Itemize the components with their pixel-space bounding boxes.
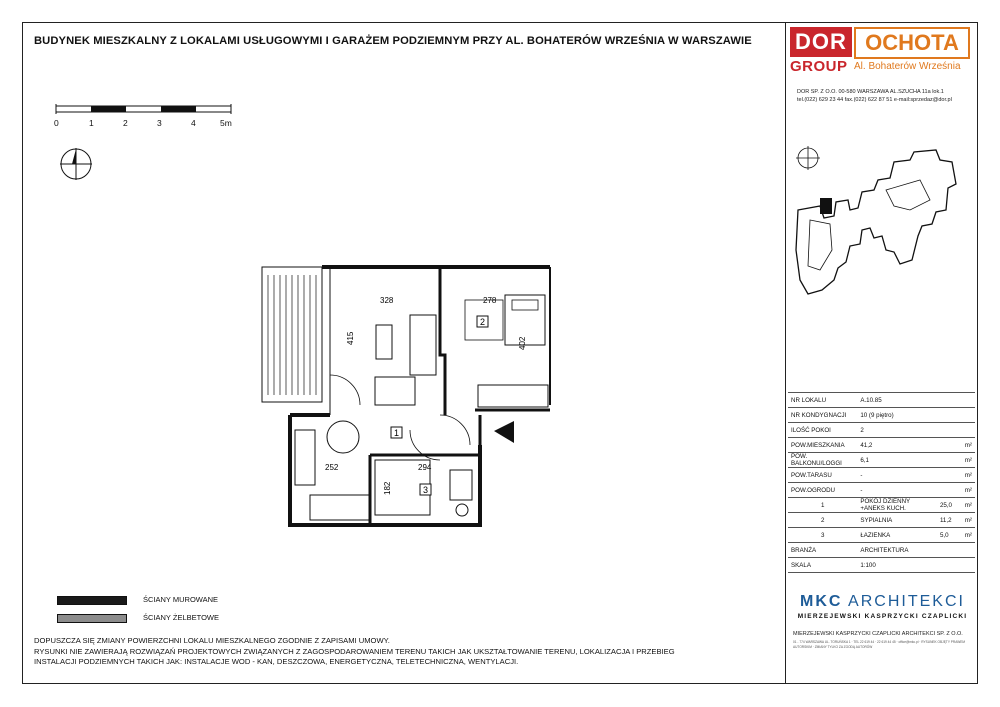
- scale-tick: 0: [54, 118, 59, 128]
- contact-line: tel.(022) 629 23 44 fax.(022) 622 87 51 e-mail:sprzedaz@dor.pl: [797, 97, 952, 103]
- architect-logo: [790, 593, 975, 620]
- contact-line: DOR SP. Z O.O. 00-580 WARSZAWA AL.SZUCHA 11a lok.1: [797, 89, 944, 95]
- north-arrow-icon: [58, 146, 94, 182]
- table-row: POW.OGRODU - m²: [788, 483, 975, 498]
- note-line: RYSUNKI NIE ZAWIERAJĄ ROZWIĄZAŃ PROJEKTOWYCH ZWIĄZANYCH Z ZAGOSPODAROWANIEM TERENU TAKICH JAK UKSZTAŁTOWANIE TERENU, LOKALIZACJA I PRZEBIEG: [34, 646, 675, 656]
- dim-294: 294: [418, 463, 432, 472]
- dim-278: 278: [483, 296, 497, 305]
- architect-logo-main: MKC ARCHITEKCI: [800, 593, 965, 610]
- note-line: DOPUSZCZA SIĘ ZMIANY POWIERZCHNI LOKALU MIESZKALNEGO ZGODNIE Z ZAPISAMI UMOWY.: [34, 636, 390, 645]
- architect-company: MIERZEJEWSKI KASPRZYCKI CZAPLICKI ARCHITEKCI SP. Z O.O.: [793, 631, 963, 637]
- notes: [34, 636, 675, 668]
- scale-tick: 3: [157, 118, 162, 128]
- scale-tick: 5m: [220, 118, 232, 128]
- table-row: 2 SYPIALNIA 11,2 m²: [788, 513, 975, 528]
- table-row: NR KONDYGNACJI 10 (9 piętro): [788, 408, 975, 423]
- company-contact: [797, 88, 952, 104]
- scale-bar: [50, 104, 240, 118]
- entrance-arrow-icon: [494, 421, 514, 443]
- architect-fineprint: 01 - 774 WARSZAWA UL. TORUŃSKA 1 · TEL 22 619 44 · 22 619 44 45 · office@mkc.pl · RYSUNEK OBJĘTY PRAWEM AUTORSKIM · ZMIANY TYLKO ZA ZGODĄ AUTORÓW: [793, 640, 965, 649]
- room-number: 3: [423, 485, 429, 495]
- architect-logo-sub: MIERZEJEWSKI KASPRZYCKI CZAPLICKI: [797, 613, 968, 620]
- table-row: POW.MIESZKANIA 41,2 m²: [788, 438, 975, 453]
- table-row: SKALA 1:100: [788, 558, 975, 573]
- floor-plan: [250, 255, 560, 530]
- legend-swatch-murowane: [57, 596, 127, 605]
- sheet-title: BUDYNEK MIESZKALNY Z LOKALAMI USŁUGOWYMI I GARAŻEM PODZIEMNYM PRZY AL. BOHATERÓW WRZEŚNIA W WARSZAWIE: [34, 35, 752, 47]
- table-row: BRANŻA ARCHITEKTURA: [788, 543, 975, 558]
- table-row: 3 ŁAZIENKA 5,0 m²: [788, 528, 975, 543]
- balcony-hatch: [268, 275, 316, 395]
- logo-group-text: GROUP: [790, 58, 848, 75]
- dor-ochota-logo: [790, 27, 968, 77]
- dim-402: 402: [518, 336, 527, 350]
- scale-tick: 2: [123, 118, 128, 128]
- room-number: 1: [394, 428, 400, 438]
- legend-murowane: ŚCIANY MUROWANE: [143, 595, 219, 604]
- table-row: ILOŚĆ POKOI 2: [788, 423, 975, 438]
- sheet-divider: [785, 22, 786, 684]
- dim-182: 182: [383, 481, 392, 495]
- legend-zelbetowe: ŚCIANY ŻELBETOWE: [143, 613, 219, 622]
- key-plan: [790, 140, 970, 300]
- table-row: 1 POKÓJ DZIENNY +ANEKS KUCH. 25,0 m²: [788, 498, 975, 513]
- dim-415: 415: [346, 331, 355, 345]
- table-row: POW.TARASU - m²: [788, 468, 975, 483]
- scale-tick: 4: [191, 118, 196, 128]
- legend-swatch-zelbetowe: [57, 614, 127, 623]
- note-line: INSTALACJI PODZIEMNYCH TAKICH JAK: INSTALACJE WOD - KAN, DESZCZOWA, ENERGETYCZNA, TELETECHNICZNA, WENTYLACJI.: [34, 657, 519, 666]
- apartment-info-table: [788, 392, 975, 573]
- room-number: 2: [480, 317, 486, 327]
- logo-dor-text: DOR: [790, 27, 852, 57]
- scale-tick: 1: [89, 118, 94, 128]
- logo-street-text: Al. Bohaterów Września: [854, 61, 961, 72]
- dim-252: 252: [325, 463, 339, 472]
- table-row: POW. BALKONU/LOGGI 6,1 m²: [788, 453, 975, 468]
- logo-ochota-text: OCHOTA: [854, 27, 970, 59]
- dim-328: 328: [380, 296, 394, 305]
- table-row: NR LOKALU A.10.85: [788, 393, 975, 408]
